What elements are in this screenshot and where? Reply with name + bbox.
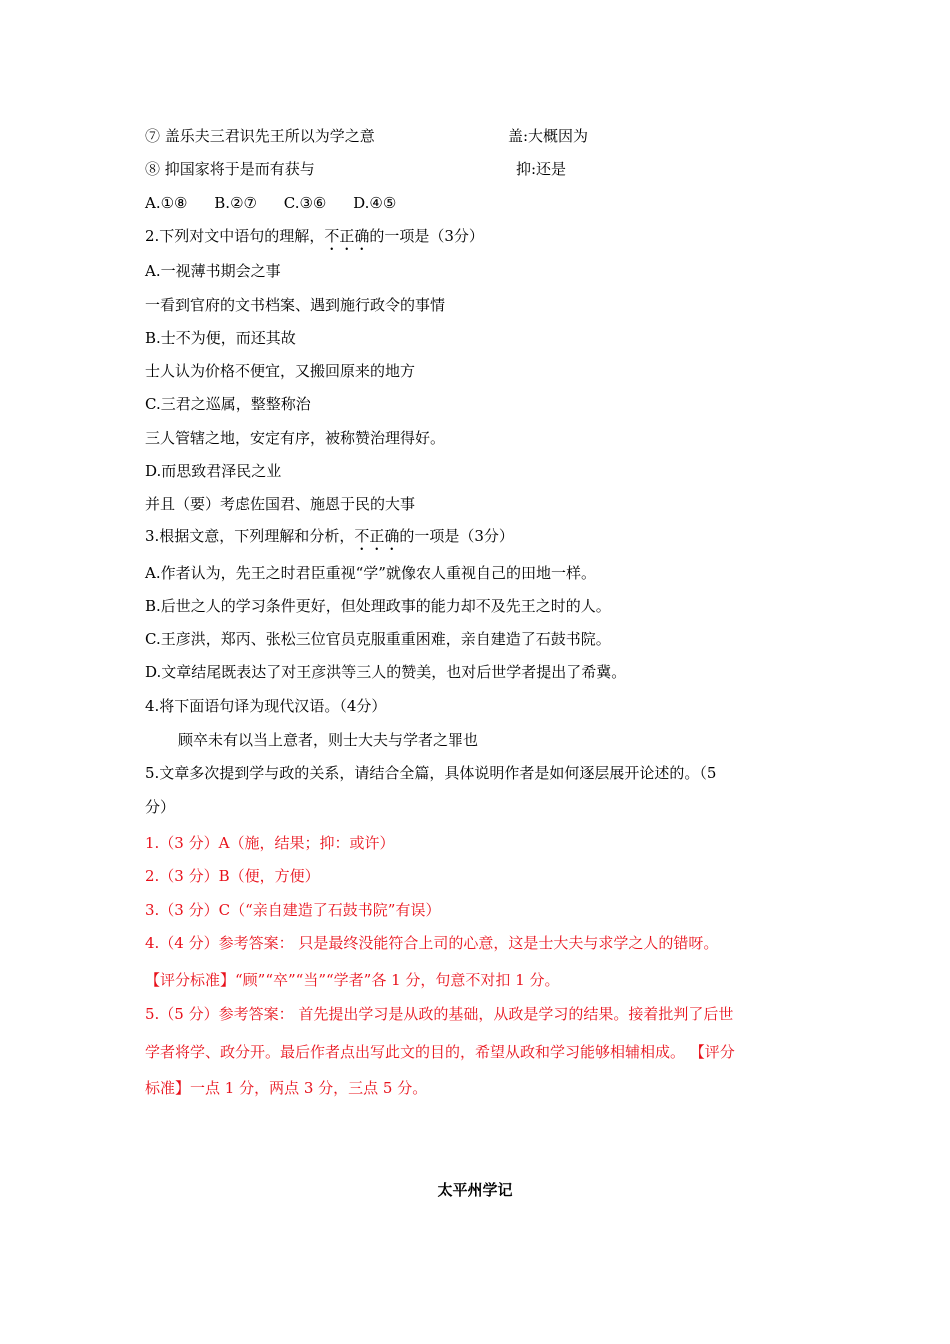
q1-option-c: C.③⑥ [283, 194, 327, 212]
q5-stem-line1: 5.文章多次提到学与政的关系，请结合全篇，具体说明作者是如何逐层展开论述的。（5 [145, 764, 717, 782]
q2-stem-after: 的一项是（3分） [369, 227, 484, 245]
q3-stem [145, 526, 514, 554]
q1-item-8: ⑧ 抑国家将于是而有获与 [145, 160, 315, 178]
q2-stem [145, 226, 484, 254]
q2-stem-emphasis: 不正确 [324, 227, 370, 245]
q3-option-d: D.文章结尾既表达了对王彦洪等三人的赞美，也对后世学者提出了希冀。 [145, 663, 627, 681]
answer-3: 3.（3 分）C（“亲自建造了石鼓书院”有误） [145, 901, 441, 919]
q1-option-a: A.①⑧ [145, 194, 188, 212]
q2-line: 三人管辖之地，安定有序，被称赞治理得好。 [145, 429, 446, 447]
answer-2: 2.（3 分）B（便，方便） [145, 867, 320, 885]
q1-item-7: ⑦ 盖乐夫三君识先王所以为学之意 [145, 127, 375, 145]
q3-stem-emphasis: 不正确 [354, 527, 400, 545]
q3-option-c: C.王彦洪，郑丙、张松三位官员克服重重困难，亲自建造了石鼓书院。 [145, 630, 611, 648]
q1-option-d: D.④⑤ [353, 194, 397, 212]
q2-line: B.士不为便，而还其故 [145, 329, 296, 347]
q1-option-b: B.②⑦ [214, 194, 257, 212]
q3-option-b: B.后世之人的学习条件更好，但处理政事的能力却不及先王之时的人。 [145, 597, 611, 615]
q2-line: 士人认为价格不便宜，又搬回原来的地方 [145, 362, 416, 380]
q1-item-8-gloss: 抑:还是 [516, 160, 567, 178]
next-passage-title: 太平州学记 [437, 1181, 513, 1199]
q2-line: D.而思致君泽民之业 [145, 462, 282, 480]
q2-stem-before: 2.下列对文中语句的理解， [145, 227, 325, 245]
q2-line: A.一视薄书期会之事 [145, 262, 281, 280]
q4-stem: 4.将下面语句译为现代汉语。（4分） [145, 697, 387, 715]
q3-option-a: A.作者认为，先王之时君臣重视“学”就像农人重视自己的田地一样。 [145, 564, 596, 582]
q1-options [145, 193, 418, 213]
answer-5-line1: 5.（5 分）参考答案： 首先提出学习是从政的基础，从政是学习的结果。接着批判了后世 [145, 1005, 734, 1023]
q2-line: 并且（要）考虑佐国君、施恩于民的大事 [145, 495, 416, 513]
q3-stem-before: 3.根据文意，下列理解和分析， [145, 527, 355, 545]
answer-5-line2: 学者将学、政分开。最后作者点出写此文的目的，希望从政和学习能够相辅相成。 【评分 [145, 1043, 735, 1061]
answer-4-scoring: 【评分标准】“顾”“卒”“当”“学者”各 1 分，句意不对扣 1 分。 [145, 971, 560, 989]
answer-5-line3: 标准】一点 1 分，两点 3 分，三点 5 分。 [145, 1079, 428, 1097]
q2-line: 一看到官府的文书档案、遇到施行政令的事情 [145, 296, 446, 314]
answer-4: 4.（4 分）参考答案： 只是最终没能符合上司的心意，这是士大夫与求学之人的错呀。 [145, 934, 719, 952]
q3-stem-after: 的一项是（3分） [399, 527, 514, 545]
answer-1: 1.（3 分）A（施，结果；抑：或许） [145, 834, 395, 852]
q1-item-7-gloss: 盖:大概因为 [508, 127, 589, 145]
q4-sentence: 顾卒未有以当上意者，则士大夫与学者之罪也 [178, 731, 479, 749]
q2-line: C.三君之巡属，整整称治 [145, 395, 311, 413]
q5-stem-line2: 分） [145, 798, 176, 816]
